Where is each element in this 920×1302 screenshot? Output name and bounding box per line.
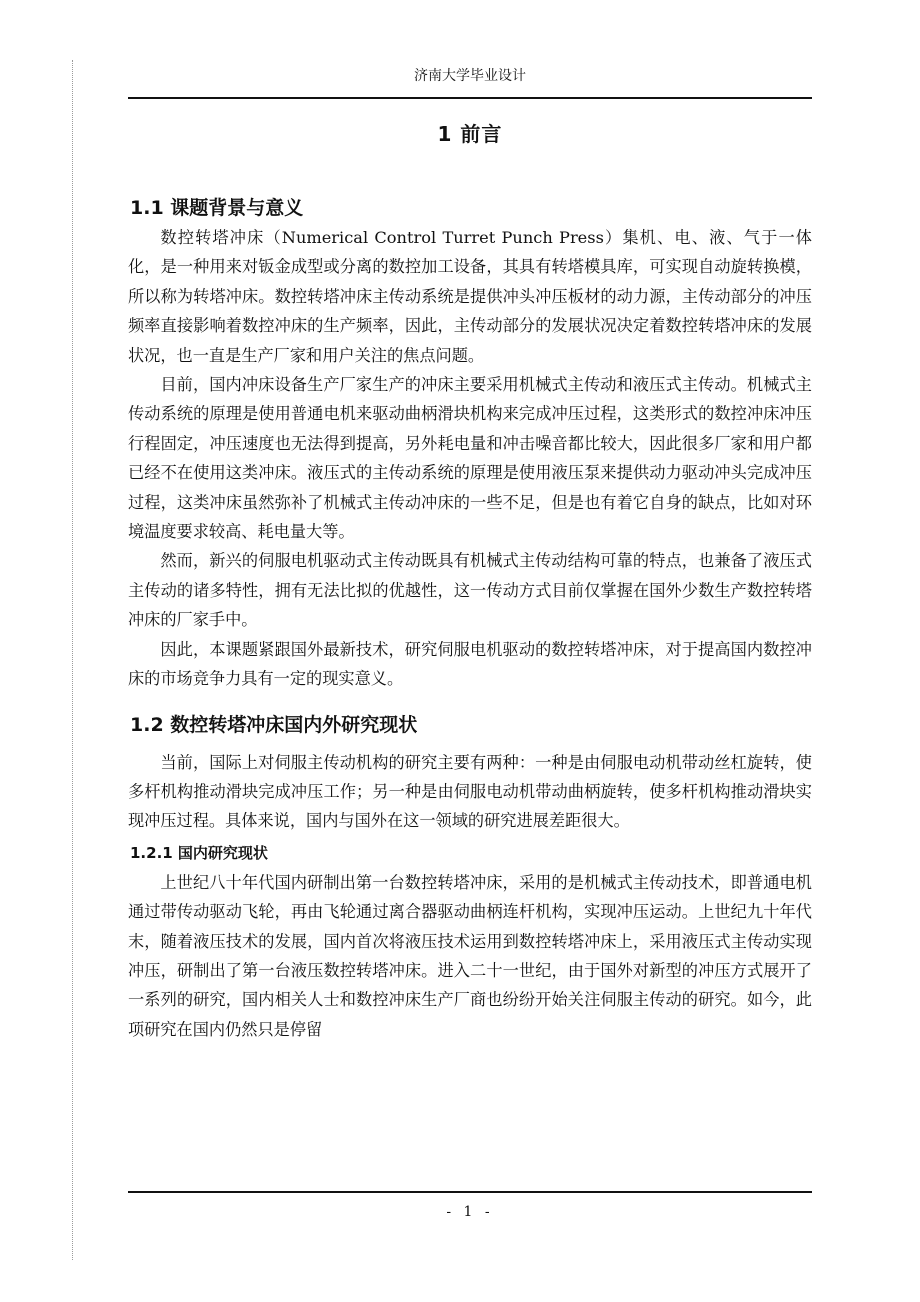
paragraph: 然而，新兴的伺服电机驱动式主传动既具有机械式主传动结构可靠的特点，也兼备了液压式主传动的诸多特性，拥有无法比拟的优越性，这一传动方式目前仅掌握在国外少数生产数控转塔冲床的厂家手中。	[128, 551, 812, 630]
subsection-title-1-2-1: 1.2.1 国内研究现状	[130, 843, 268, 862]
paragraph: 上世纪八十年代国内研制出第一台数控转塔冲床，采用的是机械式主传动技术，即普通电机通过带传动驱动飞轮，再由飞轮通过离合器驱动曲柄连杆机构，实现冲压运动。上世纪九十年代末，随着液压技术的发展，国内首次将液压技术运用到数控转塔冲床上，采用液压式主传动实现冲压，研制出了第一台液压数控转塔冲床。进入二十一世纪，由于国外对新型的冲压方式展开了一系列的研究，国内相关人士和数控冲床生产厂商也纷纷开始关注伺服主传动的研究。如今，此项研究在国内仍然只是停留	[128, 872, 812, 1039]
paragraph: 当前，国际上对伺服主传动机构的研究主要有两种：一种是由伺服电动机带动丝杠旋转，使多杆机构推动滑块完成冲压工作；另一种是由伺服电动机带动曲柄旋转，使多杆机构推动滑块实现冲压过程。具体来说，国内与国外在这一领域的研究进展差距很大。	[128, 752, 812, 831]
page-header: 济南大学毕业设计	[414, 68, 526, 84]
binding-margin-line	[72, 60, 73, 1260]
footer-rule	[128, 1191, 812, 1193]
paragraph: 数控转塔冲床（Numerical Control Turret Punch Press）集机、电、液、气于一体化，是一种用来对钣金成型或分离的数控加工设备，其具有转塔模具库，可实现自动旋转换模，所以称为转塔冲床。数控转塔冲床主传动系统是提供冲头冲压板材的动力源，主传动部分的冲压频率直接影响着数控冲床的生产频率，因此，主传动部分的发展状况决定着数控转塔冲床的发展状况，也一直是生产厂家和用户关注的焦点问题。	[128, 228, 812, 365]
section-title-1-1: 1.1 课题背景与意义	[130, 197, 304, 219]
paragraph: 目前，国内冲床设备生产厂家生产的冲床主要采用机械式主传动和液压式主传动。机械式主传动系统的原理是使用普通电机来驱动曲柄滑块机构来完成冲压过程，这类形式的数控冲床冲压行程固定，冲压速度也无法得到提高，另外耗电量和冲击噪音都比较大，因此很多厂家和用户都已经不在使用这类冲床。液压式的主传动系统的原理是使用液压泵来提供动力驱动冲头完成冲压过程，这类冲床虽然弥补了机械式主传动冲床的一些不足，但是也有着它自身的缺点，比如对环境温度要求较高、耗电量大等。	[128, 375, 812, 542]
chapter-title: 1 前言	[437, 122, 503, 146]
section-title-1-2: 1.2 数控转塔冲床国内外研究现状	[130, 713, 418, 736]
page-number: - 1 -	[446, 1204, 494, 1220]
document-page	[128, 60, 812, 1044]
header-rule	[128, 97, 812, 99]
paragraph: 因此，本课题紧跟国外最新技术，研究伺服电机驱动的数控转塔冲床，对于提高国内数控冲床的市场竞争力具有一定的现实意义。	[128, 639, 812, 689]
